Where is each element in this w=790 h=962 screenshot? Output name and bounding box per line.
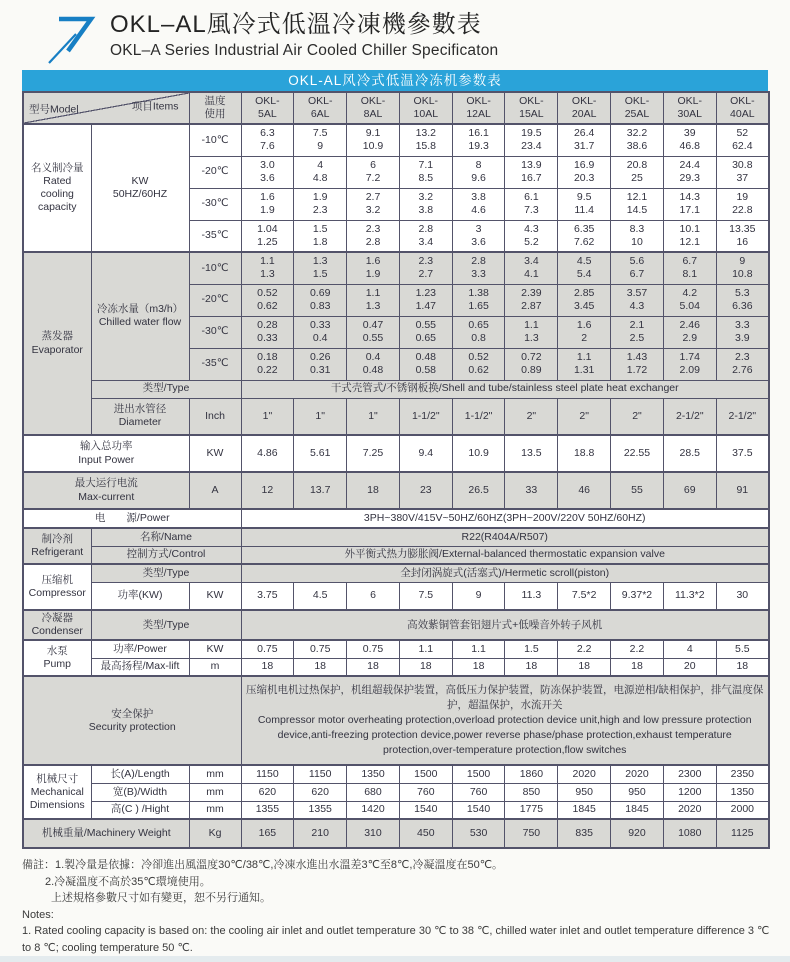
page-header [0,0,790,70]
pump-power-value: 1.5 [505,640,558,658]
dimension-unit: mm [189,801,241,819]
cooling-capacity-value: 14.3 17.1 [663,188,716,220]
chilled-water-flow-value: 0.69 0.83 [294,284,347,316]
input-power-value: 9.4 [399,435,452,472]
input-power-unit: KW [189,435,241,472]
note-zh-line: 備註：1.製冷量是依據：冷卻進出風溫度30℃/38℃,冷凍水進出水溫差3℃至8℃,冷凝溫度在50℃。 [22,859,504,872]
cooling-capacity-value: 2.7 3.2 [347,188,400,220]
cooling-capacity-value: 6.35 7.62 [558,220,611,252]
cooling-capacity-value: 16.1 19.3 [452,124,505,156]
model-header-okl-40al: OKL- 40AL [716,92,769,124]
chilled-water-flow-value: 0.47 0.55 [347,316,400,348]
machinery-weight-unit: Kg [189,819,241,848]
compressor-power-value: 6 [347,582,400,610]
pump-lift-value: 20 [663,658,716,676]
temp-row-label: -10℃ [189,124,241,156]
security-protection-label: 安全保护 Security protection [23,676,241,765]
chilled-water-flow-value: 1.6 2 [558,316,611,348]
cooling-capacity-value: 1.5 1.8 [294,220,347,252]
temp-row-label: -30℃ [189,316,241,348]
table-title-banner: OKL-AL风冷式低温冷冻机参数表 [22,70,768,91]
cooling-capacity-value: 9.1 10.9 [347,124,400,156]
temp-row-label: -35℃ [189,220,241,252]
pump-power-label: 功率/Power [91,640,189,658]
input-power-value: 28.5 [663,435,716,472]
cooling-capacity-value: 2.3 2.8 [347,220,400,252]
cooling-capacity-value: 10.1 12.1 [663,220,716,252]
chilled-water-flow-value: 2.3 2.76 [716,348,769,380]
condenser-type-value: 高效紫铜管套铝翅片式+低噪音外转子风机 [241,610,769,640]
model-header-okl-30al: OKL- 30AL [663,92,716,124]
chilled-water-flow-value: 0.72 0.89 [505,348,558,380]
compressor-power-value: 9.37*2 [611,582,664,610]
cooling-capacity-value: 13.9 16.7 [505,156,558,188]
dimension-value: 1500 [452,765,505,783]
pump-lift-value: 18 [452,658,505,676]
dimension-value: 760 [452,783,505,801]
machinery-weight-value: 165 [241,819,294,848]
cooling-capacity-value: 13.2 15.8 [399,124,452,156]
cooling-capacity-value: 6 7.2 [347,156,400,188]
dimension-value: 1355 [294,801,347,819]
input-power-label: 输入总功率 Input Power [23,435,189,472]
temp-row-label: -20℃ [189,156,241,188]
cooling-capacity-value: 3.0 3.6 [241,156,294,188]
pump-power-value: 0.75 [241,640,294,658]
dimension-value: 2300 [663,765,716,783]
refrigerant-name-value: R22(R404A/R507) [241,528,769,546]
cooling-capacity-unit: KW 50HZ/60HZ [91,124,189,252]
chilled-water-flow-value: 3.57 4.3 [611,284,664,316]
dimension-unit: mm [189,765,241,783]
chilled-water-flow-value: 4.2 5.04 [663,284,716,316]
machinery-weight-value: 835 [558,819,611,848]
compressor-power-unit: KW [189,582,241,610]
max-current-value: 91 [716,472,769,509]
max-current-value: 18 [347,472,400,509]
temp-use-header: 温度 使用 [189,92,241,124]
note-en-line: Notes: [22,908,54,921]
dimension-value: 1540 [399,801,452,819]
pump-power-value: 4 [663,640,716,658]
dimension-value: 680 [347,783,400,801]
model-header-okl-8al: OKL- 8AL [347,92,400,124]
chilled-water-flow-value: 0.33 0.4 [294,316,347,348]
pump-power-value: 2.2 [558,640,611,658]
max-current-value: 46 [558,472,611,509]
corner-cell [23,92,189,124]
input-power-value: 13.5 [505,435,558,472]
cooling-capacity-value: 6.3 7.6 [241,124,294,156]
cooling-capacity-value: 24.4 29.3 [663,156,716,188]
dimension-value: 1500 [399,765,452,783]
pump-power-value: 0.75 [294,640,347,658]
chilled-water-flow-value: 0.4 0.48 [347,348,400,380]
chilled-water-flow-value: 1.23 1.47 [399,284,452,316]
pump-power-unit: KW [189,640,241,658]
chilled-water-flow-value: 1.6 1.9 [347,252,400,284]
input-power-value: 22.55 [611,435,664,472]
pump-label: 水泵 Pump [23,640,91,676]
pump-lift-value: 18 [716,658,769,676]
page-title-en: OKL–A Series Industrial Air Cooled Chiller Specificaton [110,42,499,59]
diameter-value: 2" [611,398,664,435]
chilled-water-flow-value: 2.1 2.5 [611,316,664,348]
cooling-capacity-value: 3 3.6 [452,220,505,252]
chilled-water-flow-value: 0.18 0.22 [241,348,294,380]
chilled-water-flow-value: 1.43 1.72 [611,348,664,380]
temp-row-label: -10℃ [189,252,241,284]
evaporator-label: 蒸发器 Evaporator [23,252,91,435]
pump-lift-value: 18 [505,658,558,676]
dimension-value: 1420 [347,801,400,819]
dimension-value: 1200 [663,783,716,801]
corner-model-label: 型号Model [29,103,79,116]
dimension-value: 1775 [505,801,558,819]
spec-table [22,91,770,849]
chilled-water-flow-value: 1.1 1.3 [505,316,558,348]
security-protection-text [241,676,769,765]
dimension-value: 2350 [716,765,769,783]
compressor-type-label: 类型/Type [91,564,241,582]
pump-power-value: 1.1 [399,640,452,658]
chilled-water-flow-value: 0.26 0.31 [294,348,347,380]
pump-power-value: 2.2 [611,640,664,658]
page-title-zh: OKL–AL風冷式低溫冷凍機參數表 [110,11,482,38]
cooling-capacity-value: 7.5 9 [294,124,347,156]
dimension-value: 1355 [241,801,294,819]
evaporator-type-label: 类型/Type [91,380,241,398]
pump-lift-unit: m [189,658,241,676]
mechanical-dimensions-label: 机械尺寸 Mechanical Dimensions [23,765,91,819]
security-text-zh: 压缩机电机过热保护，机组超载保护装置，高低压力保护装置，防冻保护装置，电源逆相/缺相保护，排气温度保护，超温保护，水流开关 [246,684,764,712]
input-power-value: 10.9 [452,435,505,472]
note-zh-line: 上述規格參數尺寸如有變更，恕不另行通知。 [51,892,271,905]
pump-power-value: 5.5 [716,640,769,658]
cooling-capacity-value: 3.2 3.8 [399,188,452,220]
dimension-value: 2020 [611,765,664,783]
dimension-value: 1845 [558,801,611,819]
diameter-value: 1" [294,398,347,435]
dimension-value: 1350 [347,765,400,783]
max-current-label: 最大运行电流 Max-current [23,472,189,509]
model-header-okl-6al: OKL- 6AL [294,92,347,124]
model-header-okl-10al: OKL- 10AL [399,92,452,124]
cooling-capacity-value: 4 4.8 [294,156,347,188]
max-current-unit: A [189,472,241,509]
cooling-capacity-value: 19.5 23.4 [505,124,558,156]
diameter-value: 2" [505,398,558,435]
dimension-value: 760 [399,783,452,801]
chilled-water-flow-value: 2.85 3.45 [558,284,611,316]
pump-lift-value: 18 [241,658,294,676]
chilled-water-flow-value: 0.55 0.65 [399,316,452,348]
compressor-power-value: 7.5 [399,582,452,610]
pump-lift-value: 18 [294,658,347,676]
machinery-weight-value: 1080 [663,819,716,848]
temp-row-label: -20℃ [189,284,241,316]
chilled-water-flow-value: 5.6 6.7 [611,252,664,284]
refrigerant-name-label: 名称/Name [91,528,241,546]
dimension-value: 1860 [505,765,558,783]
pump-lift-value: 18 [399,658,452,676]
dimension-label: 长(A)/Length [91,765,189,783]
security-text-en: Compressor motor overheating protection,overload protection device unit,high and low pressure protection device,anti-freezing protection device,power reverse phase/phase protection,exhaust temperature protection,over-temperature protection,flow switches [257,714,752,757]
pump-lift-value: 18 [611,658,664,676]
temp-row-label: -30℃ [189,188,241,220]
compressor-power-value: 9 [452,582,505,610]
temp-row-label: -35℃ [189,348,241,380]
dimension-value: 1350 [716,783,769,801]
dimension-label: 宽(B)/Width [91,783,189,801]
dimension-value: 950 [611,783,664,801]
chilled-water-flow-value: 3.4 4.1 [505,252,558,284]
diameter-value: 1-1/2" [452,398,505,435]
dimension-value: 1150 [294,765,347,783]
title-block [110,10,498,60]
compressor-power-value: 7.5*2 [558,582,611,610]
compressor-label: 压缩机 Compressor [23,564,91,610]
cooling-capacity-value: 9.5 11.4 [558,188,611,220]
max-current-value: 13.7 [294,472,347,509]
max-current-value: 69 [663,472,716,509]
diameter-value: 2" [558,398,611,435]
dimension-value: 620 [294,783,347,801]
brand-arrow-logo-icon [46,10,98,66]
chilled-water-flow-value: 0.28 0.33 [241,316,294,348]
cooling-capacity-value: 26.4 31.7 [558,124,611,156]
compressor-power-value: 3.75 [241,582,294,610]
chilled-water-flow-value: 5.3 6.36 [716,284,769,316]
chilled-water-flow-value: 1.1 1.3 [241,252,294,284]
input-power-value: 18.8 [558,435,611,472]
cooling-capacity-value: 7.1 8.5 [399,156,452,188]
refrigerant-control-value: 外平衡式热力膨胀阀/External-balanced thermostatic expansion valve [241,546,769,564]
chilled-water-flow-value: 0.52 0.62 [452,348,505,380]
dimension-value: 2020 [663,801,716,819]
cooling-capacity-value: 20.8 25 [611,156,664,188]
dimension-value: 850 [505,783,558,801]
machinery-weight-label: 机械重量/Machinery Weight [23,819,189,848]
cooling-capacity-value: 1.9 2.3 [294,188,347,220]
cooling-capacity-value: 52 62.4 [716,124,769,156]
refrigerant-control-label: 控制方式/Control [91,546,241,564]
cooling-capacity-value: 16.9 20.3 [558,156,611,188]
cooling-capacity-value: 39 46.8 [663,124,716,156]
compressor-type-value: 全封闭涡旋式(活塞式)/Hermetic scroll(piston) [241,564,769,582]
condenser-label: 冷凝器 Condenser [23,610,91,640]
machinery-weight-value: 530 [452,819,505,848]
cooling-capacity-value: 30.8 37 [716,156,769,188]
pump-power-value: 1.1 [452,640,505,658]
diameter-label: 进出水管径 Diameter [91,398,189,435]
page-bottom-strip [0,956,790,962]
diameter-value: 1" [347,398,400,435]
chilled-water-flow-value: 1.3 1.5 [294,252,347,284]
compressor-power-value: 4.5 [294,582,347,610]
machinery-weight-value: 450 [399,819,452,848]
chilled-water-flow-value: 1.38 1.65 [452,284,505,316]
cooling-capacity-value: 3.8 4.6 [452,188,505,220]
diameter-value: 2-1/2" [663,398,716,435]
compressor-power-value: 11.3*2 [663,582,716,610]
dimension-value: 2020 [558,765,611,783]
input-power-value: 4.86 [241,435,294,472]
corner-items-label: 项目Items [131,100,179,113]
evaporator-type-value: 干式壳管式/不锈钢板换/Shell and tube/stainless steel plate heat exchanger [241,380,769,398]
dimension-label: 高(C ) /Hight [91,801,189,819]
dimension-value: 1150 [241,765,294,783]
machinery-weight-value: 920 [611,819,664,848]
notes-section [22,857,770,956]
chilled-water-flow-value: 9 10.8 [716,252,769,284]
cooling-capacity-value: 12.1 14.5 [611,188,664,220]
chilled-water-flow-value: 2.3 2.7 [399,252,452,284]
machinery-weight-value: 750 [505,819,558,848]
compressor-power-value: 30 [716,582,769,610]
model-header-okl-20al: OKL- 20AL [558,92,611,124]
refrigerant-label: 制冷剂 Refrigerant [23,528,91,564]
diameter-value: 2-1/2" [716,398,769,435]
diameter-value: 1-1/2" [399,398,452,435]
chilled-water-flow-value: 2.39 2.87 [505,284,558,316]
cooling-capacity-value: 6.1 7.3 [505,188,558,220]
chilled-water-flow-value: 0.52 0.62 [241,284,294,316]
cooling-capacity-value: 1.04 1.25 [241,220,294,252]
cooling-capacity-value: 4.3 5.2 [505,220,558,252]
chilled-water-flow-value: 0.48 0.58 [399,348,452,380]
chilled-water-flow-value: 3.3 3.9 [716,316,769,348]
dimension-unit: mm [189,783,241,801]
pump-power-value: 0.75 [347,640,400,658]
cooling-capacity-value: 8 9.6 [452,156,505,188]
max-current-value: 12 [241,472,294,509]
diameter-unit: Inch [189,398,241,435]
max-current-value: 26.5 [452,472,505,509]
chilled-water-flow-label: 冷冻水量（m3/h） Chilled water flow [91,252,189,380]
dimension-value: 2000 [716,801,769,819]
compressor-power-value: 11.3 [505,582,558,610]
power-supply-value: 3PH~380V/415V~50HZ/60HZ(3PH~200V/220V 50HZ/60HZ) [241,509,769,528]
max-current-value: 23 [399,472,452,509]
note-en-line: 1. Rated cooling capacity is based on: the cooling air inlet and outlet temperature 30 ℃ to 38 ℃, chilled water inlet and outlet temperature difference 3 ℃ to 8 ℃; cooling temperature 50 ℃. [22,925,770,954]
pump-lift-label: 最高扬程/Max-lift [91,658,189,676]
chilled-water-flow-value: 1.1 1.3 [347,284,400,316]
condenser-type-label: 类型/Type [91,610,241,640]
dimension-value: 1540 [452,801,505,819]
model-header-okl-5al: OKL- 5AL [241,92,294,124]
chilled-water-flow-value: 2.8 3.3 [452,252,505,284]
chilled-water-flow-value: 2.46 2.9 [663,316,716,348]
cooling-capacity-value: 2.8 3.4 [399,220,452,252]
note-zh-line: 2.冷凝溫度不高於35℃環境使用。 [45,875,211,888]
chilled-water-flow-value: 0.65 0.8 [452,316,505,348]
dimension-value: 620 [241,783,294,801]
cooling-capacity-value: 19 22.8 [716,188,769,220]
machinery-weight-value: 210 [294,819,347,848]
max-current-value: 33 [505,472,558,509]
cooling-capacity-label: 名义制冷量 Rated cooling capacity [23,124,91,252]
machinery-weight-value: 310 [347,819,400,848]
cooling-capacity-value: 32.2 38.6 [611,124,664,156]
pump-lift-value: 18 [558,658,611,676]
pump-lift-value: 18 [347,658,400,676]
max-current-value: 55 [611,472,664,509]
diameter-value: 1" [241,398,294,435]
power-supply-label: 电 源/Power [23,509,241,528]
input-power-value: 7.25 [347,435,400,472]
chilled-water-flow-value: 6.7 8.1 [663,252,716,284]
model-header-okl-12al: OKL- 12AL [452,92,505,124]
chilled-water-flow-value: 1.1 1.31 [558,348,611,380]
dimension-value: 950 [558,783,611,801]
dimension-value: 1845 [611,801,664,819]
compressor-power-label: 功率(KW) [91,582,189,610]
input-power-value: 5.61 [294,435,347,472]
cooling-capacity-value: 13.35 16 [716,220,769,252]
machinery-weight-value: 1125 [716,819,769,848]
model-header-okl-15al: OKL- 15AL [505,92,558,124]
model-header-okl-25al: OKL- 25AL [611,92,664,124]
cooling-capacity-value: 1.6 1.9 [241,188,294,220]
input-power-value: 37.5 [716,435,769,472]
chilled-water-flow-value: 4.5 5.4 [558,252,611,284]
chilled-water-flow-value: 1.74 2.09 [663,348,716,380]
cooling-capacity-value: 8.3 10 [611,220,664,252]
